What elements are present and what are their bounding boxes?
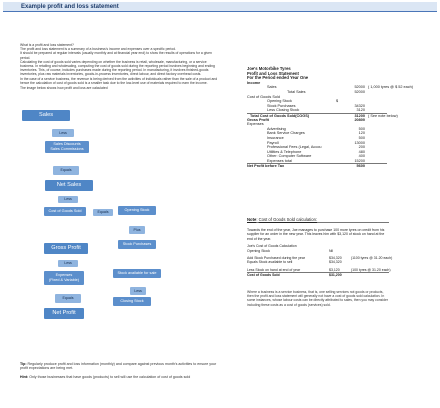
net-profit-label: Net Profit before Tax	[247, 164, 285, 169]
closing-stock-value: 3120	[356, 108, 365, 113]
calc-row-value: Nil	[329, 248, 334, 253]
hint-label: Hint:	[20, 374, 29, 379]
flow-less: Less	[52, 129, 74, 137]
expense-label: Insurance	[267, 135, 284, 140]
note-body	[247, 228, 393, 278]
total-cogs-value: 31200	[354, 113, 365, 118]
flow-less: Less	[58, 196, 78, 203]
stock-purchases-value: 34320	[354, 103, 365, 108]
note-title: Cost of Goods Sold calculation:	[258, 217, 318, 222]
expenses-label: Expenses	[247, 122, 264, 127]
flow-equals: Equals	[93, 209, 113, 216]
note-label: Note	[247, 217, 257, 222]
note-heading: Note: Cost of Goods Sold calculation:	[247, 216, 389, 223]
page-title: Example profit and loss statement	[3, 2, 437, 12]
statement-heading: Profit and Loss Statement	[247, 70, 299, 76]
hint-text: Only those businesses that have goods (products) to sell will use the calculation of cost of goods sold	[29, 374, 191, 379]
net-profit-value: 5600	[356, 164, 365, 169]
expense-value: 200	[358, 145, 365, 150]
flow-expenses: Expenses (Fixed & Variable)	[44, 271, 84, 285]
hint	[20, 375, 220, 379]
expense-value: 13000	[354, 140, 365, 145]
intro-paragraph: In the case of a service business, the revenue is being derived from the activities of individuals rather than the sale of a product and hence the calculation of cost of goods sold is a smaller task due to the low-level use of materials required to earn the income.	[20, 76, 218, 85]
sales-value: 52000	[354, 85, 365, 90]
tip-label: Tip:	[20, 362, 27, 366]
flow-less: Less	[58, 260, 78, 267]
total-sales-label: Total Sales	[287, 89, 306, 94]
opening-stock-mark: $	[336, 99, 339, 104]
calc-row-value: $31,200	[329, 273, 342, 278]
expense-value: 500	[358, 126, 365, 131]
expense-label: Other: Computer Software	[267, 154, 312, 159]
sales-note: ( 1,000 tyres @ $ 52 each)	[368, 85, 414, 90]
intro-text	[20, 43, 220, 90]
calc-row-note: (1100 tyres @ 31.20 each)	[351, 256, 393, 260]
expenses-total-value: 15200	[354, 158, 365, 163]
calc-row-value: $3,120	[329, 267, 340, 272]
total-sales-value: 52000	[354, 89, 365, 94]
gross-profit-label: Gross Profit	[247, 117, 269, 122]
calc-row-value: $34,320	[329, 260, 342, 265]
flow-closing-stock: Closing Stock	[113, 297, 151, 306]
intro-paragraph: Calculating the cost of goods sold varies depending on whether the business is retail, wholesale, manufacturing, or a service business. In retailing and wholesaling, computing the cost of goods sold during the reporting period involves beginning and ending inventories. This, of course, includes purchases made during the reporting period. In manufacturing, it involves finished-goods inventories, plus raw materials inventories, goods-in-process inventories, direct labour, and direct factory overhead costs.	[20, 59, 215, 77]
calc-row-value: $34,320	[329, 256, 342, 260]
calc-title: Joe's Cost of Goods Calculation	[247, 244, 297, 249]
intro-paragraph: What is a profit and loss statement?	[20, 43, 74, 47]
total-cogs-note: ( See note below)	[368, 113, 398, 118]
calc-row-label: Add Stock Purchased during the year	[247, 256, 305, 260]
tip	[20, 362, 220, 371]
sales-label: Sales	[267, 85, 277, 90]
tip-text: Regularly produce profit and loss information (monthly) and compare against previous month's activities to ensure your profit expectations are being met.	[20, 362, 217, 371]
flow-gross-profit: Gross Profit	[44, 243, 88, 254]
calc-row-label: Opening Stock	[247, 248, 270, 253]
expense-value: 400	[358, 154, 365, 159]
profit-loss-statement	[247, 66, 414, 169]
cogs-label: Cost of Goods Sold	[247, 94, 280, 99]
gross-profit-value: 20800	[354, 117, 365, 122]
calc-row-label: Equals Stock available to sell	[247, 260, 293, 265]
tips-section	[20, 362, 220, 383]
intro-paragraph: The profit and loss statement is a summary of a business's income and expenses over a specific period.	[20, 47, 176, 52]
expenses-total-label: Expenses total	[267, 158, 292, 163]
total-cogs-label: Total Cost of Goods Sold(COGS)	[250, 113, 309, 118]
flow-equals: Equals	[53, 166, 79, 175]
flow-cogs: Cost of Goods Sold	[44, 207, 86, 216]
expense-value: 500	[358, 135, 365, 140]
calc-row-label: Cost of Goods Sold	[247, 273, 280, 278]
expense-value: 120	[358, 131, 365, 136]
income-label: Income	[247, 80, 261, 85]
expense-label: Bank Service Charges	[267, 131, 305, 136]
flow-net-sales: Net Sales	[45, 180, 93, 191]
flow-opening-stock: Opening Stock	[118, 206, 156, 215]
closing-stock-label: Less Closing Stock	[267, 108, 300, 113]
note-text: Towards the end of the year, Joe manages to purchase 100 more tyres on credit from his supplier for an order in the new year. This leaves him with $3,120 of stock on hand at the end of the year.	[247, 228, 385, 241]
calc-row-label: Less Stock on hand at end of year	[247, 267, 301, 272]
flow-sales: Sales	[22, 110, 70, 121]
company-name: Joe's Motorbike Tyres	[247, 66, 291, 71]
flow-less: Less	[130, 287, 146, 295]
flow-net-profit: Net Profit	[44, 308, 84, 319]
intro-caption: The image below shows how profit and loss are calculated	[20, 86, 108, 91]
expense-label: Professional Fees (Legal, Accou	[267, 145, 322, 150]
flow-sales-discounts: Sales Discounts Sales Commissions	[45, 141, 89, 153]
opening-stock-label: Opening Stock	[267, 99, 292, 104]
statement-period: For the Period ended Year One	[247, 75, 309, 81]
calc-row-note: (100 tyres @ 31.20 each)	[351, 267, 391, 272]
service-note-paragraph: Where a business is a service business, that is, one selling services not goods or products, then the profit and loss statement will generally not have a cost of goods sold calculation. In some instances, whose labour costs can be directly attributed to sales, then you may consider including these costs as a cost of goods (services) sold.	[247, 290, 388, 307]
flow-plus: Plus	[129, 226, 145, 234]
expense-label: Utilities & Telephone	[267, 149, 302, 154]
expense-label: Advertising	[267, 126, 286, 131]
expense-value: 480	[358, 149, 365, 154]
flow-stock-purchases: Stock Purchases	[118, 240, 156, 249]
intro-paragraph: It should be prepared at regular intervals (usually monthly and at financial year end) to show the results of operations for a given period.	[20, 51, 212, 60]
expense-label: Payroll	[267, 140, 279, 145]
flow-equals: Equals	[55, 294, 81, 303]
flow-stock-available: Stock available for sale	[113, 269, 161, 278]
stock-purchases-label: Stock Purchases	[267, 103, 296, 108]
